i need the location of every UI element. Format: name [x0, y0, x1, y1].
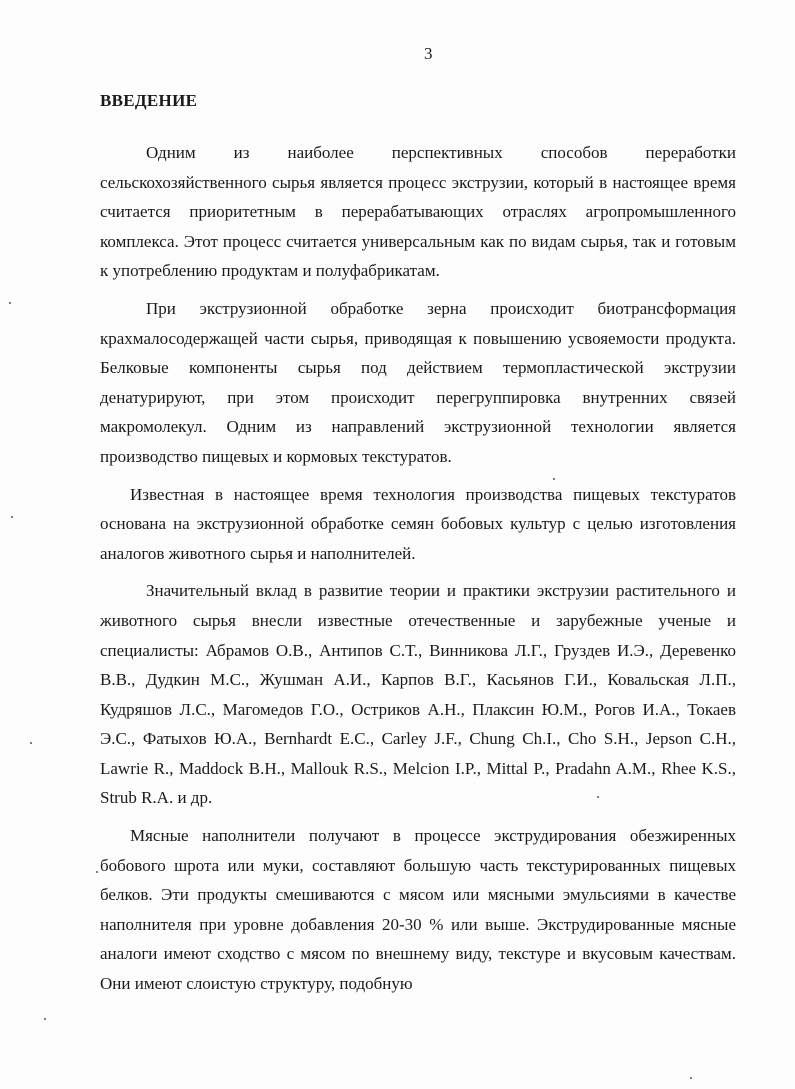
paragraph-2: При экструзионной обработке зерна происходит биотрансформация крахмалосодержащей части сырья, приводящая к повышению усвояемости продукта. Белковые компоненты сырья под действием термопластической экструзии денатурируют, при этом происходит перегруппировка внутренних связей макромолекул. Одним из направлений экструзионной технологии является производство пищевых и кормовых текстуратов. — [100, 298, 736, 466]
scan-speck — [96, 871, 98, 873]
section-heading: ВВЕДЕНИЕ — [100, 91, 198, 110]
page-number: 3 — [424, 44, 433, 63]
body-text — [100, 138, 736, 999]
scan-speck — [597, 796, 599, 798]
scan-speck — [553, 478, 555, 480]
scan-speck — [690, 1077, 692, 1079]
scan-speck — [9, 302, 11, 304]
paragraph-3: Известная в настоящее время технология производства пищевых текстуратов основана на экструзионной обработке семян бобовых культур с целью изготовления аналогов животного сырья и наполнителей. — [100, 484, 736, 563]
scan-speck — [11, 516, 13, 518]
paragraph-5: Мясные наполнители получают в процессе экструдирования обезжиренных бобового шрота или муки, составляют большую часть текстурированных пищевых белков. Эти продукты смешиваются с мясом или мясными эмульсиями в качестве наполнителя при уровне добавления 20-30 % или выше. Экструдированные мясные аналоги имеют сходство с мясом по внешнему виду, текстуре и вкусовым качествам. Они имеют слоистую структуру, подобную — [100, 826, 736, 994]
scan-speck — [44, 1018, 46, 1020]
scan-speck — [30, 742, 32, 744]
paragraph-1: Одним из наиболее перспективных способов переработки сельскохозяйственного сырья является процесс экструзии, который в настоящее время считается приоритетным в перерабатывающих отраслях агропромышленного комплекса. Этот процесс считается универсальным как по видам сырья, так и готовым к употреблению продуктам и полуфабрикатам. — [100, 143, 736, 281]
paragraph-4: Значительный вклад в развитие теории и практики экструзии растительного и животного сырья внесли известные отечественные и зарубежные ученые и специалисты: Абрамов О.В., Антипов С.Т., Винникова Л.Г., Груздев И.Э., Деревенко В.В., Дудкин М.С., Жушман А.И., Карпов В.Г., Касьянов Г.И., Ковальская Л.П., Кудряшов Л.С., Магомедов Г.О., Остриков А.Н., Плаксин Ю.М., Рогов И.А., Токаев Э.С., Фатыхов Ю.А., Bernhardt E.C., Carley J.F., Chung Ch.I., Cho S.H., Jepson C.H., Lawrie R., Maddock B.H., Mallouk R.S., Melcion I.P., Mittal P., Pradahn A.M., Rhee K.S., Strub R.A. и др. — [100, 581, 736, 808]
